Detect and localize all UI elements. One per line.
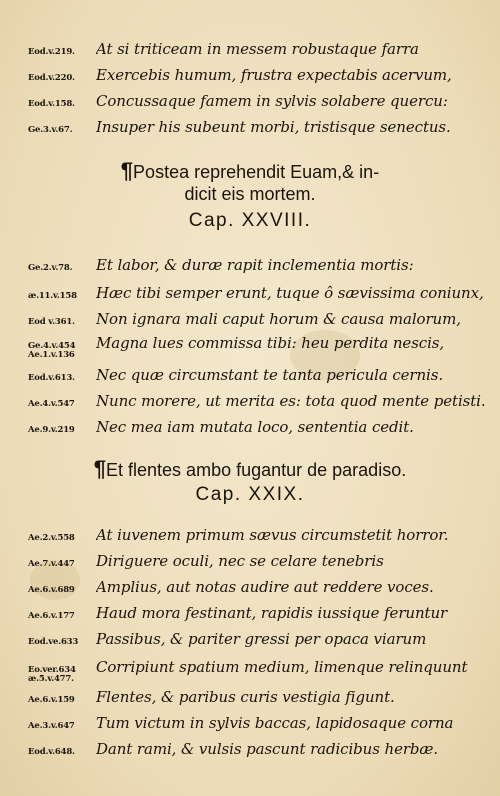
verse-reference: Ae.2.v.558 [28,533,75,543]
verse-reference: Ae.6.v.159 [28,695,75,705]
verse-line [0,630,500,652]
verse-text: Nec mea iam mutata loco, sententia cedit. [96,418,414,436]
verse-text: Exercebis humum, frustra expectabis acervum, [96,66,452,84]
verse-reference: Eod.v.219. [28,47,75,57]
verse-line [0,688,500,710]
verse-text: Nec quæ circumstant te tanta pericula cernis. [96,366,444,384]
verse-line [0,66,500,88]
verse-text: At iuvenem primum sævus circumstetit horror. [96,526,449,544]
section-heading [0,158,500,184]
verse-line [0,392,500,414]
verse-text: Diriguere oculi, nec se celare tenebris [96,552,384,570]
verse-line [0,418,500,440]
verse-text: Passibus, & pariter gressi per opaca viarum [96,630,427,648]
verse-line [0,552,500,574]
pilcrow-icon: ¶ [120,158,134,183]
verse-reference: æ.11.v.158 [28,291,77,301]
verse-text: Hæc tibi semper erunt, tuque ô sævissima coniunx, [96,284,484,302]
verse-reference: Ae.6.v.689 [28,585,75,595]
verse-reference: Eod.v.648. [28,747,75,757]
verse-reference: Ge.3.v.67. [28,125,73,135]
verse-line [0,526,500,548]
verse-text: Et labor, & duræ rapit inclementia mortis: [96,256,414,274]
verse-reference: Eod v.361. [28,317,75,327]
verse-reference: Eod.v.158. [28,99,75,109]
verse-reference: Ae.4.v.547 [28,399,75,409]
verse-line [0,714,500,736]
verse-reference: Eo.ver.634 æ.5.v.477. [28,665,76,684]
verse-line [0,40,500,62]
verse-line [0,284,500,306]
verse-text: Amplius, aut notas audire aut reddere voces. [96,578,434,596]
verse-line [0,578,500,600]
verse-reference: Ae.7.v.447 [28,559,75,569]
verse-line [0,92,500,114]
heading-text: Postea reprehendit Euam,& in- [133,162,380,182]
verse-text: Nunc morere, ut merita es: tota quod mente petisti. [96,392,486,410]
verse-reference: Ae.6.v.177 [28,611,75,621]
section-heading-continued [0,184,500,205]
pilcrow-icon: ¶ [93,456,107,481]
section-heading [0,456,500,482]
chapter-number: Cap. XXVIII. [188,210,312,231]
verse-line [0,740,500,762]
verse-reference: Ae.9.v.219 [28,425,75,435]
verse-line [0,366,500,388]
verse-reference: Ge.2.v.78. [28,263,73,273]
verse-reference: Eod.v.220. [28,73,75,83]
verse-text: Dant rami, & vulsis pascunt radicibus herbæ. [96,740,439,758]
verse-reference: Eod.ve.633 [28,637,79,647]
verse-reference: Ge.4.v.454 Ae.1.v.136 [28,341,76,360]
verse-line [0,658,500,684]
verse-text: Magna lues commissa tibi: heu perdita nescis, [96,334,445,352]
verse-text: Corripiunt spatium medium, limenque relinquunt [96,658,468,676]
verse-line [0,310,500,332]
verse-text: Insuper his subeunt morbi, tristisque senectus. [96,118,451,136]
heading-text: dicit eis mortem. [184,184,316,204]
verse-reference: Ae.3.v.647 [28,721,75,731]
chapter-number: Cap. XXIX. [195,484,305,505]
verse-text: Non ignara mali caput horum & causa malorum, [96,310,461,328]
verse-text: Tum victum in sylvis baccas, lapidosaque corna [96,714,454,732]
verse-line [0,256,500,278]
verse-text: At si triticeam in messem robustaque farra [96,40,419,58]
verse-line [0,118,500,140]
verse-reference: Eod.v.613. [28,373,75,383]
verse-text: Haud mora festinant, rapidis iussique feruntur [96,604,448,622]
verse-line [0,334,500,360]
verse-text: Flentes, & paribus curis vestigia figunt. [96,688,395,706]
verse-text: Concussaque famem in sylvis solabere quercu: [96,92,448,110]
heading-text: Et flentes ambo fugantur de paradiso. [106,460,407,480]
verse-line [0,604,500,626]
